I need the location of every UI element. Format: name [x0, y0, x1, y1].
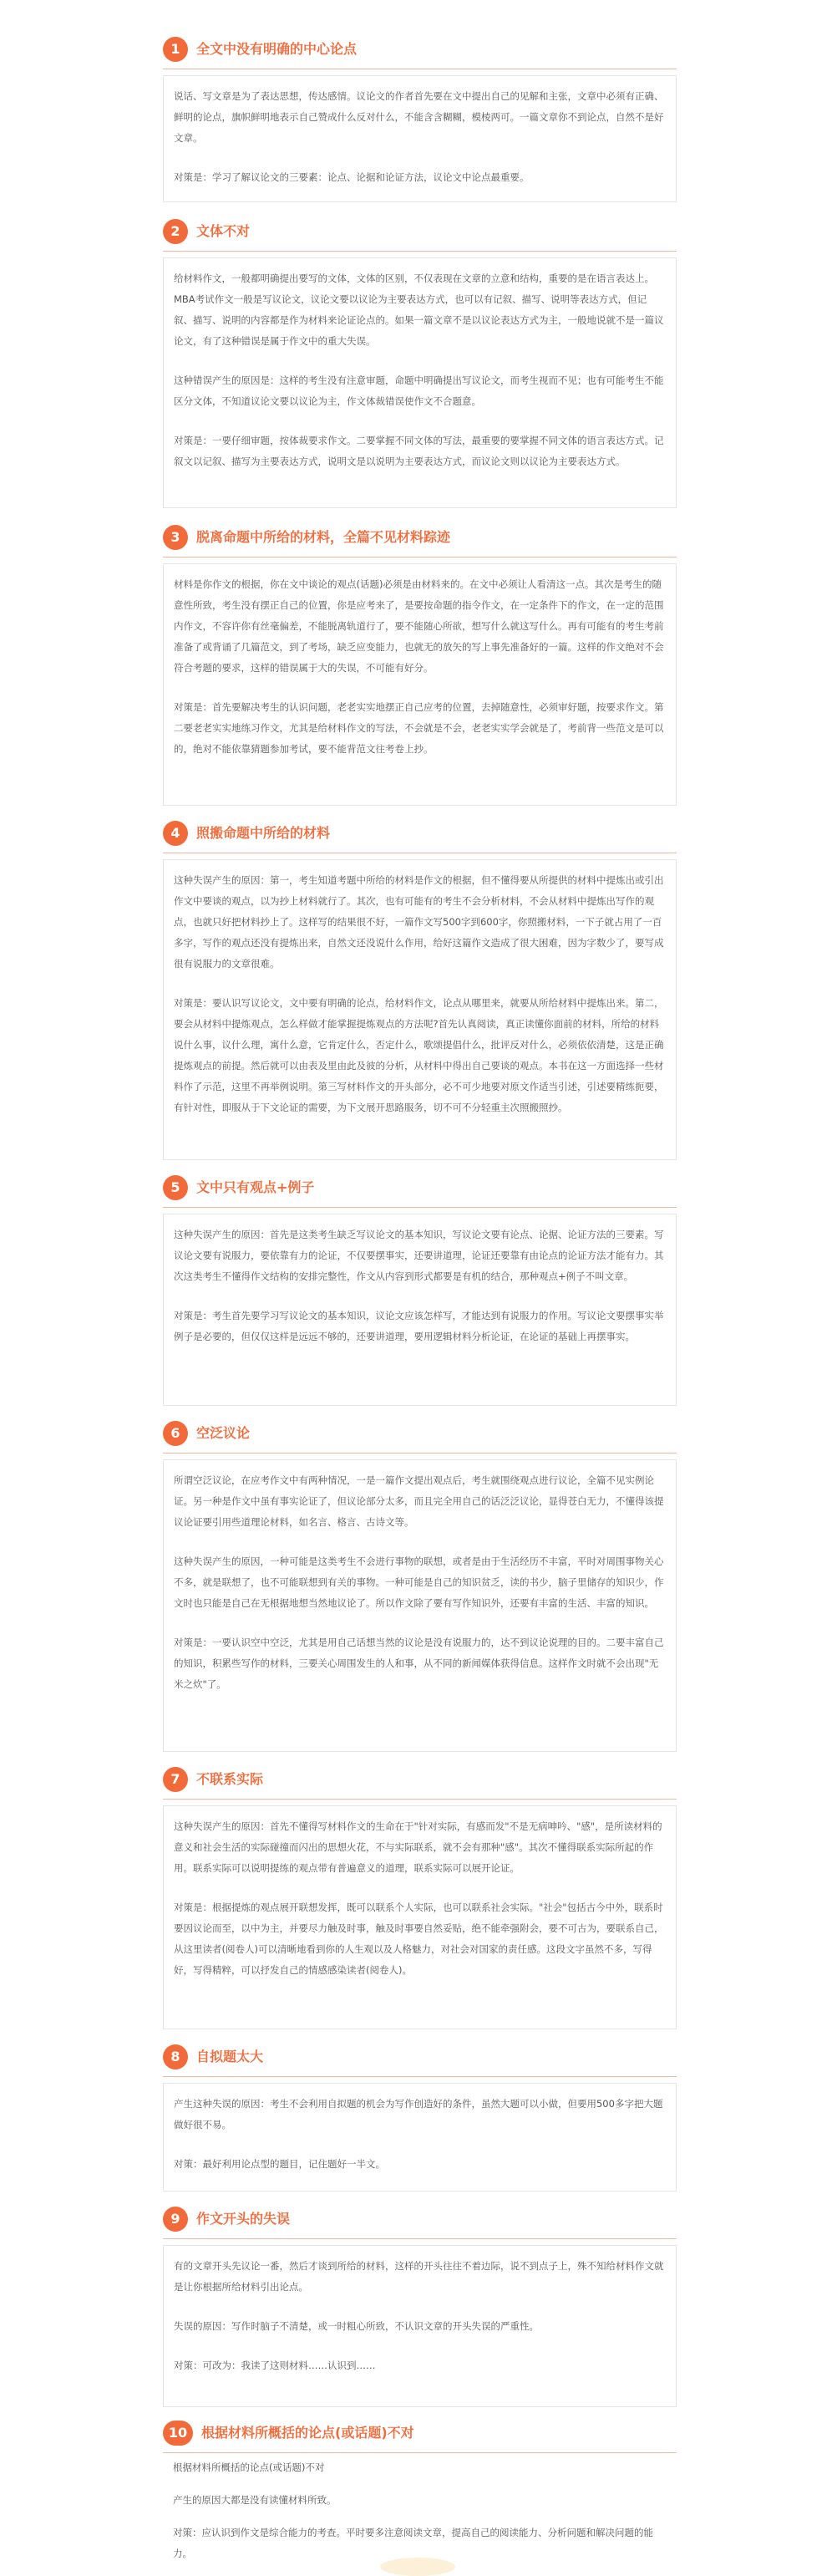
paragraph: 材料是你作文的根据，你在文中谈论的观点(话题)必须是由材料来的。在文中必须让人看清这一点。其次是考生的随意性所致，考生没有摆正自己的位置，你是应考来了，是要按命题的指令作文，在一定条件下的作文，在一定的范围内作文，不容许你有丝毫偏差，不能脱离轨道行了，要不能随心所欲，想写什么就这写什么。再有可能有的考生考前准备了或背诵了几篇范文，到了考场，缺乏应变能力，也就无的放矢的写上事先准备好的一篇。这样的作文绝对不会符合考题的要求，这样的错误属于大的失误，不可能有好分。	[174, 578, 664, 674]
section-4-content	[163, 859, 677, 1160]
section-2-content	[163, 257, 677, 508]
section-title: 不联系实际	[196, 1771, 264, 1787]
paragraph: 这种失误产生的原因，一种可能是这类考生不会进行事物的联想，或者是由于生活经历不丰富，平时对周围事物关心不多，就是联想了，也不可能联想到有关的事物。一种可能是自己的知识贫乏，读的书少，脑子里储存的知识少，作文时也只能是自己在无根据地想当然地议论了。所以作文除了要有写作知识外，还要有丰富的生活、丰富的知识。	[174, 1555, 664, 1609]
divider	[163, 2452, 677, 2453]
paragraph: 对策：可改为：我读了这则材料……认识到……	[174, 2360, 376, 2371]
section-number-badge: 5	[163, 1175, 188, 1200]
section-5-content	[163, 1214, 677, 1406]
section-1-heading	[163, 28, 677, 72]
section-8-heading	[163, 2036, 677, 2080]
paragraph: 这种失误产生的原因：首先不懂得写材料作文的生命在于"针对实际，有感而发"不是无病呻吟、"感"，是所读材料的意义和社会生活的实际碰撞而闪出的思想火花，不与实际联系，就不会有那种"感"。其次不懂得联系实际所起的作用。联系实际可以说明提练的观点带有普遍意义的道理，联系实际可以展开论证。	[174, 1820, 662, 1874]
divider	[163, 1799, 677, 1800]
section-title: 作文开头的失误	[196, 2211, 291, 2227]
section-4-heading	[163, 812, 677, 856]
paragraph: 对策是：要认识写议论文，文中要有明确的论点，给材料作文，论点从哪里来，就要从所给材料中提炼出来。第二，要会从材料中提炼观点，怎么样做才能掌握提炼观点的方法呢?首先认真阅读，真正读懂你面前的材料，所给的材料说什么事，议什么理，寓什么意，它肯定什么，否定什么，歌颂提倡什么，批评反对什么，必须依依清楚，这是正确提炼观点的前提。然后就可以由表及里由此及彼的分析，从材料中得出自己要谈的观点。本书在这一方面选择一些材料作了示范，这里不再举例说明。第三写材料作文的开头部分，必不可少地要对原文作适当引述，引述要精练扼要，有针对性，即服从于下文论证的需要，为下文展开思路服务，切不可不分轻重主次照搬照抄。	[174, 997, 664, 1113]
paragraph: 有的文章开头先议论一番，然后才谈到所给的材料，这样的开头往往不着边际，说不到点子上，殊不知给材料作文就是让你根据所给材料引出论点。	[174, 2260, 664, 2293]
paragraph: 所谓空泛议论，在应考作文中有两种情况，一是一篇作文提出观点后，考生就围绕观点进行议论，全篇不见实例论证。另一种是作文中虽有事实论证了，但议论部分太多，而且完全用自己的话泛泛议论，显得苍白无力，不懂得该提议论证要引用些道理论材料，如名言、格言、古诗文等。	[174, 1474, 664, 1528]
section-7-content	[163, 1805, 677, 2029]
section-title: 照搬命题中所给的材料	[196, 825, 331, 841]
section-3-content	[163, 563, 677, 806]
section-8-content	[163, 2083, 677, 2192]
paragraph: 对策是：根据提炼的观点展开联想发挥，既可以联系个人实际，也可以联系社会实际。"社会"包括古今中外，联系时要因议论而至，以中为主，并要尽力触及时事，触及时事要自然妥贴，绝不能牵强附会，要不可古为，要联系自己，从这里读者(阅卷人)可以清晰地看到你的人生观以及人格魅力，对社会对国家的责任感。这段文字虽然不多，写得好，写得精粹，可以抒发自己的情感感染读者(阅卷人)。	[174, 1901, 664, 1976]
paragraph: 根据材料所概括的论点(或话题)不对	[173, 2461, 325, 2473]
section-number-badge: 4	[163, 821, 188, 846]
paragraph: 对策是：一要认识空中空泛，尤其是用自己话想当然的议论是没有说服力的，达不到议论说理的目的。二要丰富自己的知识，积累些写作的材料，三要关心周围发生的人和事，从不同的新闻媒体获得信息。这样作文时就不会出现"无米之炊"了。	[174, 1637, 664, 1690]
section-number-badge: 7	[163, 1767, 188, 1792]
paragraph: 这种错误产生的原因是：这样的考生没有注意审题，命题中明确提出写议论文，而考生视而不见；也有可能考生不能区分文体，不知道议论文要以议论为主，作文体裁错误使作文不合题意。	[174, 374, 664, 407]
paragraph: 对策是：考生首先要学习写议论文的基本知识，议论文应该怎样写，才能达到有说服力的作用。写议论文要摆事实举例子是必要的，但仅仅这样是远远不够的，还要讲道理，要用逻辑材料分析论证，在论证的基础上再摆事实。	[174, 1310, 664, 1342]
section-number-badge: 2	[163, 219, 188, 244]
section-title: 文中只有观点+例子	[196, 1179, 315, 1195]
section-number-badge: 1	[163, 37, 188, 62]
section-title: 文体不对	[196, 223, 251, 239]
divider	[163, 251, 677, 252]
paragraph: 说话、写文章是为了表达思想，传达感情。议论文的作者首先要在文中提出自己的见解和主张，文章中必须有正确、鲜明的论点，旗帜鲜明地表示自己赞成什么反对什么，不能含含糊糊，模棱两可。一篇文章你不到论点，自然不是好文章。	[174, 90, 664, 144]
section-title: 自拟题太大	[196, 2049, 264, 2064]
paragraph: 对策：最好利用论点型的题目，记住题好一半文。	[174, 2158, 385, 2170]
section-10-heading	[163, 2412, 677, 2456]
paragraph: 对策是：一要仔细审题，按体裁要求作文。二要掌握不同文体的写法，最重要的要掌握不同文体的语言表达方式。记叙文以记叙、描写为主要表达方式，说明文是以说明为主要表达方式，而议论文则以议论为主要表达方式。	[174, 435, 664, 467]
paragraph: 给材料作文，一般都明确提出要写的文体，文体的区别，不仅表现在文章的立意和结构，重要的是在语言表达上。MBA考试作文一般是写议论文，议论文要以议论为主要表达方式，也可以有记叙、描写、说明等表达方式，但记叙、描写、说明的内容都是作为材料来论证论点的。如果一篇文章不是以议论表达方式为主，一般地说就不是一篇议论文，有了这种错误是属于作文中的重大失误。	[174, 272, 664, 347]
paragraph: 对策：应认识到作文是综合能力的考查。平时要多注意阅读文章，提高自己的阅读能力、分析问题和解决问题的能力。	[173, 2527, 653, 2559]
section-1-content	[163, 75, 677, 202]
section-title: 空泛议论	[196, 1425, 251, 1441]
section-2-heading	[163, 211, 677, 254]
section-number-badge: 9	[163, 2207, 188, 2232]
section-title: 全文中没有明确的中心论点	[196, 41, 358, 57]
divider	[163, 2076, 677, 2077]
section-10-content	[163, 2457, 677, 2558]
paragraph: 产生这种失误的原因：考生不会利用自拟题的机会为写作创造好的条件，虽然大题可以小做，但要用500多字把大题做好很不易。	[174, 2098, 663, 2131]
section-5-heading	[163, 1167, 677, 1210]
divider	[163, 1207, 677, 1208]
section-6-content	[163, 1459, 677, 1752]
paragraph: 失误的原因：写作时脑子不清楚，或一时粗心所致，不认识文章的开头失误的严重性。	[174, 2320, 539, 2332]
paragraph: 对策是：学习了解议论文的三要素：论点、论据和论证方法，议论文中论点最重要。	[174, 171, 530, 183]
section-9-heading	[163, 2198, 677, 2242]
footer-decoration	[380, 2558, 455, 2576]
section-number-badge: 10	[163, 2421, 193, 2446]
section-3-heading	[163, 517, 677, 560]
section-6-heading	[163, 1413, 677, 1456]
paragraph: 这种失误产生的原因：首先是这类考生缺乏写议论文的基本知识，写议论文要有论点、论据、论证方法的三要素。写议论文要有说服力，要依靠有力的论证，不仅要摆事实，还要讲道理，论证还要靠有由论点的论证方法才能有力。其次这类考生不懂得作文结构的安排完整性，作文从内容到形式都要是有机的结合，那种观点+例子不叫文章。	[174, 1229, 664, 1282]
divider	[163, 2238, 677, 2239]
section-number-badge: 3	[163, 525, 188, 550]
section-9-content	[163, 2245, 677, 2407]
section-number-badge: 6	[163, 1421, 188, 1446]
paragraph: 产生的原因大都是没有读懂材料所致。	[173, 2494, 337, 2506]
section-title: 根据材料所概括的论点(或话题)不对	[201, 2425, 414, 2441]
paragraph: 对策是：首先要解决考生的认识问题，老老实实地摆正自己应考的位置，去掉随意性，必须审好题，按要求作文。第二要老老实实地练习作文，尤其是给材料作文的写法，不会就是不会，老老实实学会就是了，考前背一些范文是可以的，绝对不能依靠猜题参加考试，要不能背范文往考卷上抄。	[174, 701, 664, 755]
section-7-heading	[163, 1759, 677, 1802]
section-number-badge: 8	[163, 2044, 188, 2069]
paragraph: 这种失误产生的原因：第一，考生知道考题中所给的材料是作文的根据，但不懂得要从所提供的材料中提炼出或引出作文中要谈的观点，以为抄上材料就行了。其次，也有可能有的考生不会分析材料，不会从材料中提炼出写作的观点，也就只好把材料抄上了。这样写的结果很不好，一篇作文写500字到600字，你照搬材料，一下子就占用了一百多字，写作的观点还没有提炼出来，自然文还没说什么作用，给好这篇作文造成了很大困难，因为字数少了，要写成很有说服力的文章很难。	[174, 874, 664, 970]
section-title: 脱离命题中所给的材料，全篇不见材料踪迹	[196, 529, 451, 545]
